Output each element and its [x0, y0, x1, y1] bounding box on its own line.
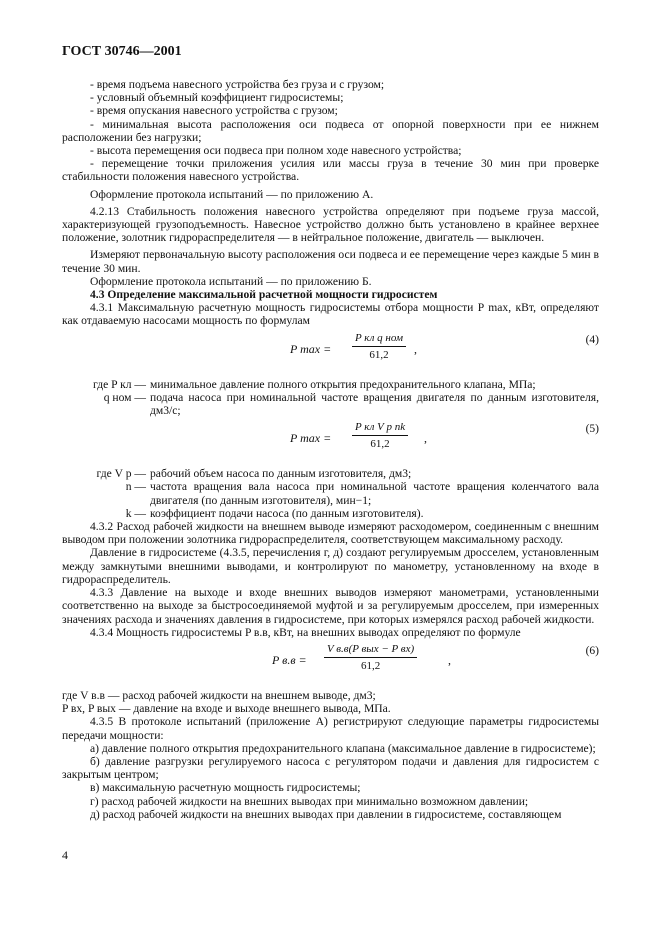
formula-fraction: [324, 643, 417, 673]
definition-row: [62, 480, 599, 506]
page-content: [62, 78, 599, 821]
definition-row: [62, 391, 599, 417]
page-number: 4: [62, 848, 68, 862]
definition-symbol: n —: [125, 480, 146, 494]
formula-numerator: P кл q ном: [352, 332, 406, 347]
definition-symbol: q ном —: [103, 390, 146, 404]
formula-denominator: 61,2: [369, 348, 389, 361]
formula-lhs: P max =: [290, 341, 332, 356]
list-item: г) расход рабочей жидкости на внешних выводах при минимально возможном давлении;: [90, 794, 529, 808]
definition-symbol: где P кл —: [93, 377, 146, 391]
formula-denominator: 61,2: [360, 660, 381, 673]
formula-number: (4): [585, 333, 599, 346]
definition-text: подача насоса при номинальной частоте вращения двигателя по данным изготовителя, дм3/с;: [150, 390, 599, 418]
clause-4-3-3: 4.3.3 Давление на выходе и входе внешних выводов измеряют манометрами, установленными соответственно на выходе за быстросоединяемой муфтой и за регулируемым дросселем, при измеренных значениях расхода и значениях давления в гидросистеме, при которых измерялся расход рабочей жидкости.: [62, 586, 599, 626]
definition-text: частота вращения вала насоса при номинальной частоте вращения коленчатого вала двигателя (по данным изготовителя), мин−1;: [150, 480, 599, 507]
definition-line: P вх, P вых — давление на входе и выходе внешнего вывода, МПа.: [62, 702, 391, 716]
list-item: в) максимальную расчетную мощность гидросистемы;: [90, 781, 361, 795]
definition-row: [62, 467, 599, 480]
formula-comma: ,: [414, 341, 417, 356]
formula-lhs: P в.в =: [272, 652, 307, 667]
formula-4: [62, 330, 599, 374]
protocol-a-paragraph: Оформление протокола испытаний — по приложению А.: [90, 187, 374, 201]
measure-paragraph: Измеряют первоначальную высоту расположения оси подвеса и ее перемещение через каждые 5 мин в течение 30 мин.: [62, 248, 599, 275]
list-item: а) давление полного открытия предохранительного клапана (максимальное давление в гидросистеме);: [90, 741, 596, 755]
definition-symbol: k —: [125, 506, 146, 520]
protocol-b-paragraph: Оформление протокола испытаний — по приложению Б.: [90, 274, 372, 288]
formula-fraction: [352, 421, 408, 451]
formula-number: (5): [585, 423, 599, 436]
bullet-item: - время опускания навесного устройства с грузом;: [90, 104, 338, 118]
formula-lhs: P max =: [290, 431, 332, 446]
bullet-item: - минимальная высота расположения оси подвеса от опорной поверхности при ее нижнем расположении без нагрузки;: [62, 117, 599, 144]
list-item: д) расход рабочей жидкости на внешних выводах при давлении в гидросистеме, составляющем: [90, 807, 562, 821]
bullet-item: - время подъема навесного устройства без груза и с грузом;: [90, 78, 385, 91]
formula-denominator: 61,2: [370, 438, 390, 451]
formula-comma: ,: [424, 431, 427, 446]
bullet-item: - условный объемный коэффициент гидросистемы;: [90, 91, 344, 105]
clause-4-3-2: 4.3.2 Расход рабочей жидкости на внешнем выводе измеряют расходомером, соединенным с внешним выводом при положении золотника гидрораспределителя, соответствующем максимальному расходу.: [62, 520, 599, 547]
formula-number: (6): [585, 644, 599, 657]
definition-symbol: где V р —: [96, 467, 146, 481]
section-heading-4-3: 4.3 Определение максимальной расчетной мощности гидросистем: [90, 288, 438, 302]
formula-numerator: P кл V p nk: [352, 421, 408, 436]
page-header: ГОСТ 30746—2001: [62, 44, 182, 59]
definition-text: коэффициент подачи насоса (по данным изготовителя).: [150, 506, 424, 520]
definition-row: [62, 507, 599, 520]
clause-4-3-5: 4.3.5 В протоколе испытаний (приложение А) регистрируют следующие параметры гидросистемы передачи мощности:: [62, 715, 599, 742]
pressure-paragraph: Давление в гидросистеме (4.3.5, перечисления г, д) создают регулируемым дросселем, установленным между замкнутыми внешними выводами, и контролируют по манометру, установленному на входе в гидрораспределитель.: [62, 546, 599, 586]
clause-4-3-1: 4.3.1 Максимальную расчетную мощность гидросистемы отбора мощности P max, кВт, определяют как отдаваемую насосами мощность по формулам: [62, 301, 599, 328]
bullet-item: - высота перемещения оси подвеса при полном ходе навесного устройства;: [90, 144, 462, 158]
definition-row: [62, 378, 599, 391]
definition-text: рабочий объем насоса по данным изготовителя, дм3;: [150, 467, 412, 481]
formula-5: [62, 419, 599, 463]
formula-fraction: [352, 332, 406, 362]
definition-text: минимальное давление полного открытия предохранительного клапана, МПа;: [150, 377, 536, 391]
definition-line: где V в.в — расход рабочей жидкости на внешнем выводе, дм3;: [62, 688, 376, 702]
bullet-item: - перемещение точки приложения усилия или массы груза в течение 30 мин при проверке стабильности положения навесного устройства.: [62, 157, 599, 184]
formula-numerator: V в.в(P вых − P вх): [324, 643, 417, 658]
clause-4-2-13: 4.2.13 Стабильность положения навесного устройства определяют при подъеме груза массой, характеризующей грузоподъемность. Навесное устройство должно быть установлено в крайнее верхнее положение, золотник гидрораспределителя — в нейтральное положение, двигатель — выключен.: [62, 204, 599, 245]
list-item: б) давление разгрузки регулируемого насоса с регулятором подачи и давления для гидросистем с закрытым центром;: [62, 754, 599, 782]
formula-6: [62, 641, 599, 685]
clause-4-3-4: 4.3.4 Мощность гидросистемы P в.в, кВт, на внешних выводах определяют по формуле: [90, 625, 521, 639]
formula-comma: ,: [448, 652, 451, 667]
